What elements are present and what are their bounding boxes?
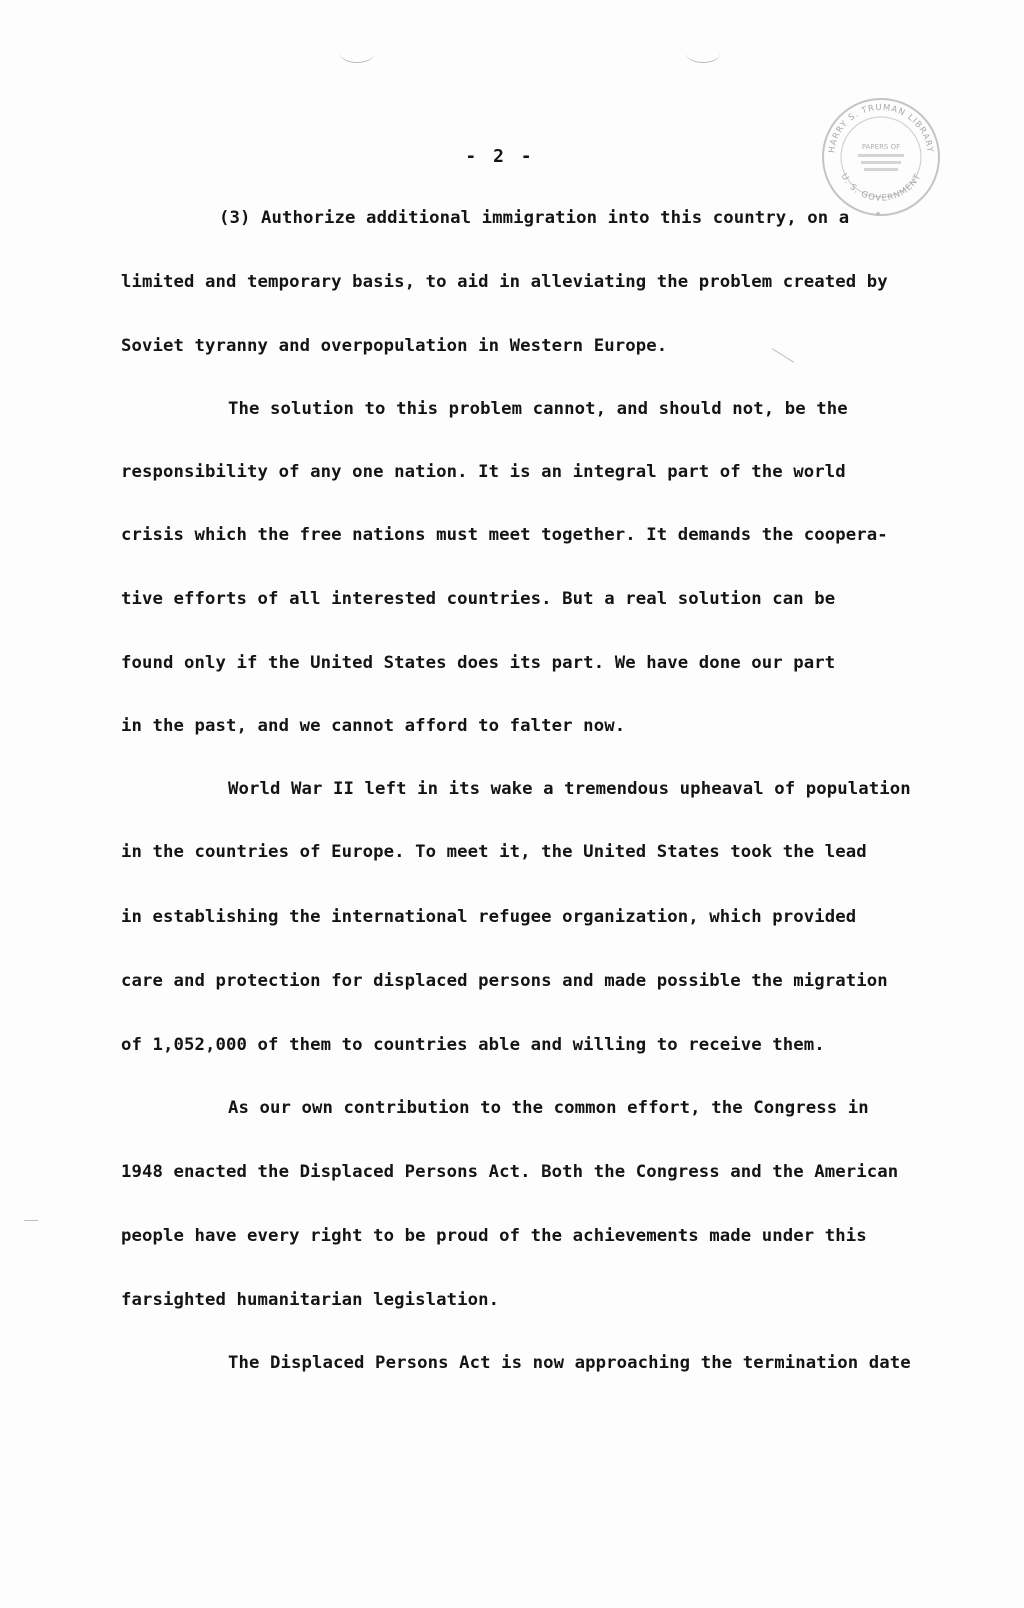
text-line: The solution to this problem cannot, and should not, be the <box>228 399 848 419</box>
text-line: farsighted humanitarian legislation. <box>121 1290 500 1310</box>
svg-text:U. S. GOVERNMENT: U. S. GOVERNMENT <box>838 172 924 204</box>
svg-text:PAPERS OF: PAPERS OF <box>861 143 901 151</box>
pencil-mark <box>24 1220 38 1221</box>
text-line: responsibility of any one nation. It is an integral part of the world <box>121 462 846 482</box>
text-line: people have every right to be proud of the achievements made under this <box>121 1226 867 1246</box>
text-line: in the countries of Europe. To meet it, the United States took the lead <box>121 842 867 862</box>
ink-dot <box>876 212 880 216</box>
punch-hole-right <box>686 44 720 63</box>
pencil-mark <box>772 348 795 363</box>
text-line: The Displaced Persons Act is now approaching the termination date <box>228 1353 911 1373</box>
text-line: care and protection for displaced persons and made possible the migration <box>121 971 888 991</box>
svg-text:HARRY S. TRUMAN LIBRARY: HARRY S. TRUMAN LIBRARY <box>827 102 935 154</box>
page-number: - 2 - <box>465 146 535 167</box>
text-line: limited and temporary basis, to aid in alleviating the problem created by <box>121 272 888 292</box>
text-line: found only if the United States does its part. We have done our part <box>121 653 836 673</box>
text-line: of 1,052,000 of them to countries able and willing to receive them. <box>121 1035 825 1055</box>
text-line: 1948 enacted the Displaced Persons Act. Both the Congress and the American <box>121 1162 899 1182</box>
text-line: World War II left in its wake a tremendous upheaval of population <box>228 779 911 799</box>
text-line: in establishing the international refugee organization, which provided <box>121 907 857 927</box>
text-line: tive efforts of all interested countries. But a real solution can be <box>121 589 836 609</box>
text-line: (3) Authorize additional immigration into this country, on a <box>219 208 850 228</box>
punch-hole-left <box>340 44 374 63</box>
text-line: crisis which the free nations must meet together. It demands the coopera- <box>121 525 888 545</box>
text-line: in the past, and we cannot afford to falter now. <box>121 716 626 736</box>
text-line: Soviet tyranny and overpopulation in Western Europe. <box>121 336 668 356</box>
text-line: As our own contribution to the common effort, the Congress in <box>228 1098 869 1118</box>
